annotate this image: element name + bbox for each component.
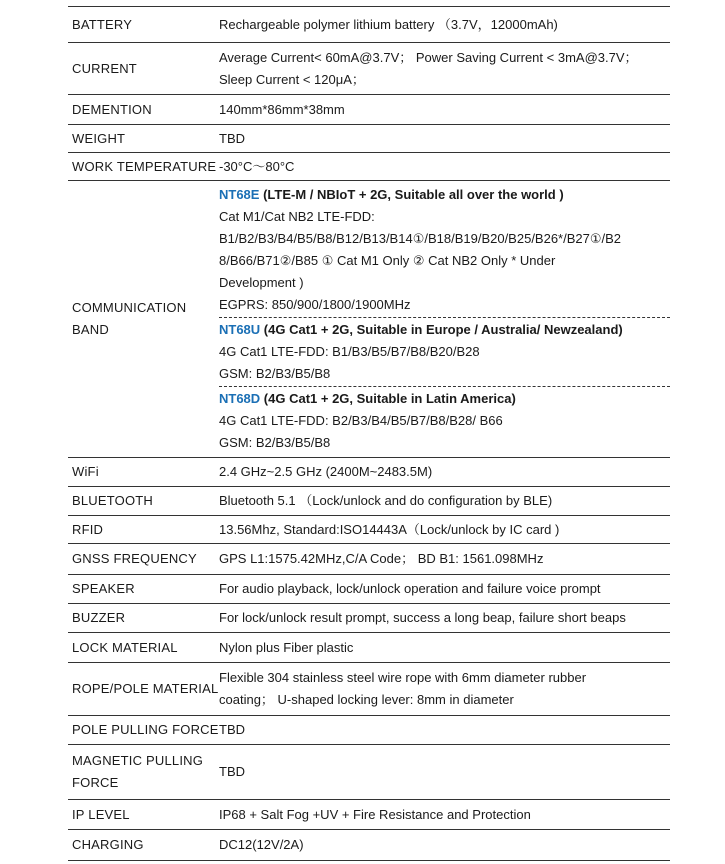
row-label: [68, 745, 219, 800]
table-row: [68, 43, 670, 95]
row-label: BUZZER: [72, 610, 126, 625]
table-row: [68, 800, 670, 830]
label-line: FORCE: [72, 775, 119, 790]
row-value: TBD: [219, 764, 245, 779]
table-row: [68, 95, 670, 125]
row-value: Nylon plus Fiber plastic: [219, 639, 354, 655]
band-title: [219, 184, 670, 206]
band-desc: (4G Cat1 + 2G, Suitable in Europe / Australia/ Newzealand): [260, 322, 623, 337]
row-label: POLE PULLING FORCE: [72, 722, 219, 737]
row-value: For audio playback, lock/unlock operation and failure voice prompt: [219, 581, 601, 596]
label-line: MAGNETIC PULLING: [72, 753, 204, 768]
band-line: 8/B66/B71②/B85 ① Cat M1 Only ② Cat NB2 Only * Under: [219, 253, 556, 268]
value-line: Flexible 304 stainless steel wire rope with 6mm diameter rubber: [219, 670, 587, 685]
band-desc: (LTE-M / NBIoT + 2G, Suitable all over the world ): [259, 187, 564, 202]
table-row: [68, 153, 670, 181]
row-label: WEIGHT: [72, 130, 126, 146]
label-line: BAND: [72, 322, 109, 337]
row-value: Rechargeable polymer lithium battery （3.7V，12000mAh): [219, 16, 558, 32]
band-nt68e: [219, 183, 670, 317]
row-label: DEMENTION: [72, 101, 152, 117]
band-line: 4G Cat1 LTE-FDD: B1/B3/B5/B7/B8/B20/B28: [219, 344, 480, 359]
value-line: coating； U-shaped locking lever: 8mm in diameter: [219, 692, 514, 707]
row-value: DC12(12V/2A): [219, 837, 304, 852]
row-value: Bluetooth 5.1 （Lock/unlock and do configuration by BLE): [219, 493, 553, 508]
row-value: IP68 + Salt Fog +UV + Fire Resistance and Protection: [219, 806, 531, 822]
band-code: NT68U: [219, 322, 261, 337]
row-label: BLUETOOTH: [72, 493, 154, 508]
value-line: Average Current< 60mA@3.7V； Power Saving Current < 3mA@3.7V；: [219, 49, 638, 65]
band-nt68d: [219, 386, 670, 455]
row-label: LOCK MATERIAL: [72, 639, 178, 655]
band-line: EGPRS: 850/900/1800/1900MHz: [219, 297, 411, 312]
band-title: [219, 388, 670, 410]
table-row: [68, 830, 670, 861]
row-label: WiFi: [72, 464, 99, 479]
row-value: GPS L1:1575.42MHz,C/A Code； BD B1: 1561.098MHz: [219, 551, 544, 566]
table-row: [68, 125, 670, 153]
row-value: 13.56Mhz, Standard:ISO14443A（Lock/unlock by IC card ): [219, 521, 560, 537]
row-label: SPEAKER: [72, 581, 135, 596]
row-label: RFID: [72, 521, 104, 537]
table-row: [68, 458, 670, 487]
table-row: [68, 716, 670, 745]
band-nt68u: [219, 317, 670, 386]
row-value: -30°C～80°C: [219, 158, 295, 174]
band-desc: (4G Cat1 + 2G, Suitable in Latin America): [260, 391, 516, 406]
table-row: [68, 544, 670, 575]
row-value: [219, 663, 670, 716]
band-title: [219, 319, 670, 341]
table-row: [68, 745, 670, 800]
table-row: [68, 181, 670, 458]
row-value: For lock/unlock result prompt, success a long beap, failure short beaps: [219, 610, 626, 625]
table-row: [68, 663, 670, 716]
row-label: WORK TEMPERATURE: [72, 158, 217, 174]
row-label: IP LEVEL: [72, 806, 130, 822]
row-value: 2.4 GHz~2.5 GHz (2400M~2483.5M): [219, 464, 433, 479]
row-value: [219, 43, 670, 95]
table-row: [68, 516, 670, 544]
band-line: Cat M1/Cat NB2 LTE-FDD:: [219, 209, 375, 224]
table-row: [68, 575, 670, 604]
band-code: NT68D: [219, 391, 261, 406]
label-line: COMMUNICATION: [72, 300, 187, 315]
band-code: NT68E: [219, 187, 260, 202]
table-row: [68, 7, 670, 43]
band-line: GSM: B2/B3/B5/B8: [219, 435, 331, 450]
row-label: ROPE/POLE MATERIAL: [72, 681, 219, 696]
band-line: Development ): [219, 275, 304, 290]
row-label: CURRENT: [72, 60, 137, 76]
table-row: [68, 633, 670, 663]
row-value: 140mm*86mm*38mm: [219, 101, 345, 117]
row-label: GNSS FREQUENCY: [72, 551, 197, 566]
band-cell: [219, 181, 670, 458]
band-line: 4G Cat1 LTE-FDD: B2/B3/B4/B5/B7/B8/B28/ B66: [219, 413, 503, 428]
table-row: [68, 604, 670, 633]
band-line: GSM: B2/B3/B5/B8: [219, 366, 331, 381]
band-line: B1/B2/B3/B4/B5/B8/B12/B13/B14①/B18/B19/B20/B25/B26*/B27①/B2: [219, 231, 622, 246]
spec-table: [68, 6, 670, 861]
row-label: [68, 181, 219, 458]
table-row: [68, 487, 670, 516]
row-value: TBD: [219, 722, 245, 737]
row-label: CHARGING: [72, 837, 144, 852]
row-label: BATTERY: [72, 16, 133, 32]
value-line: Sleep Current < 120μA；: [219, 71, 365, 87]
row-value: TBD: [219, 130, 245, 146]
